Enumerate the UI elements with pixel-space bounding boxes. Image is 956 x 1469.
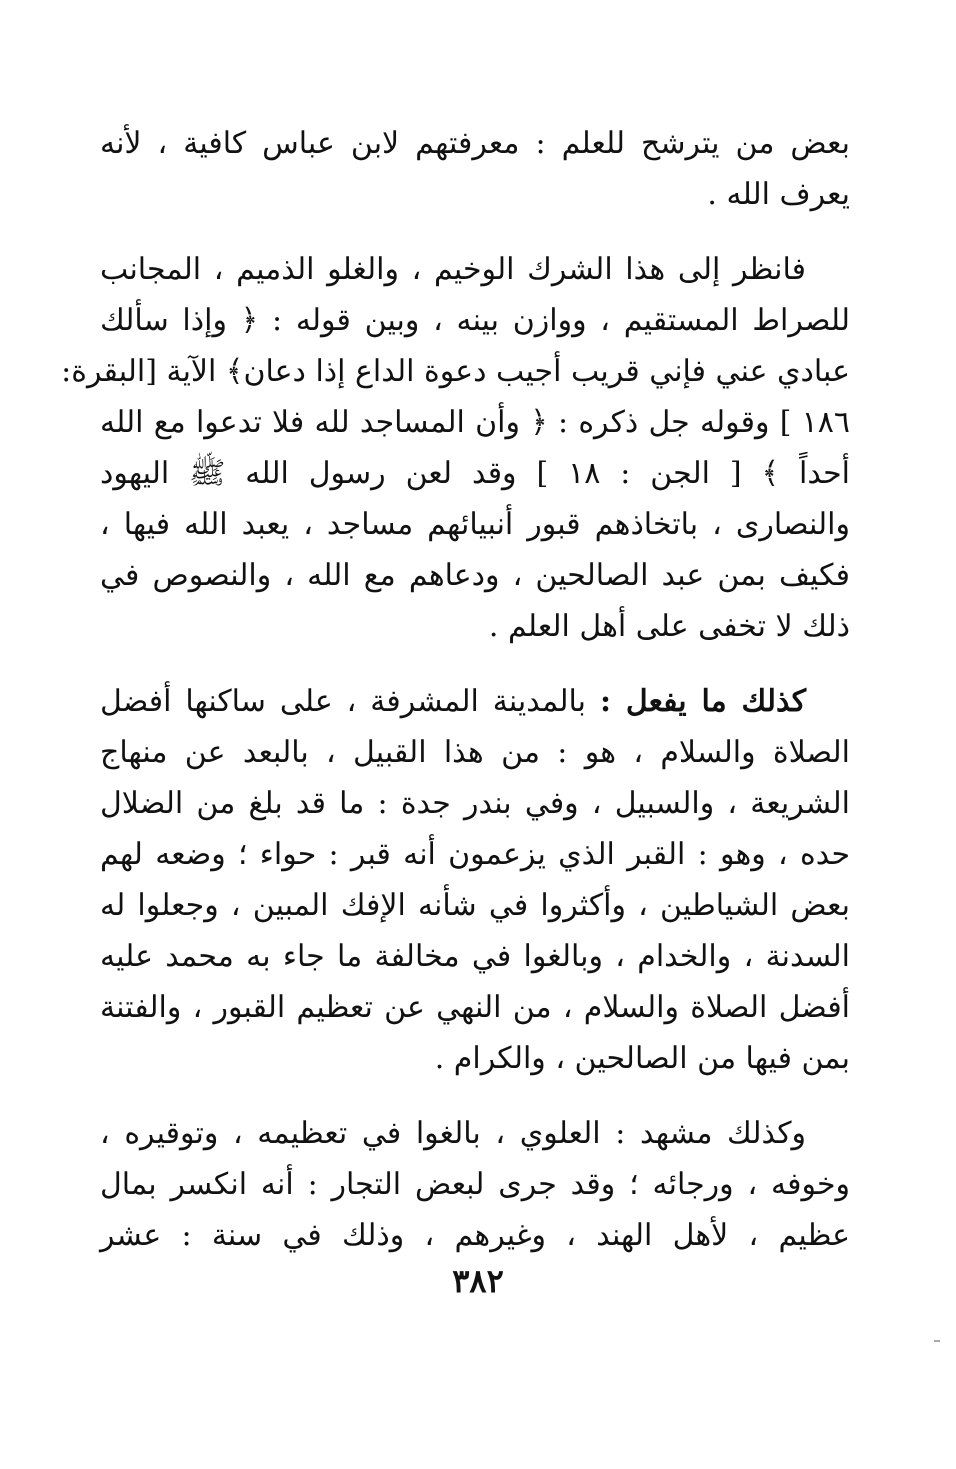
text-line: أحداً ﴾ [ الجن : ١٨ ] وقد لعن رسول الله ﷺ اليهود [100,456,850,491]
paragraph-3 [100,676,850,1084]
paragraph-1 [100,118,850,220]
text-line: يعرف الله . [707,177,850,212]
text-line: وكذلك مشهد : العلوي ، بالغوا في تعظيمه ، وتوقيره ، [100,1116,806,1151]
text-line: فانظر إلى هذا الشرك الوخيم ، والغلو الذميم ، المجانب [100,252,806,287]
text-line: الصلاة والسلام ، هو : من هذا القبيل ، بالبعد عن منهاج [100,735,850,770]
page-number: ٣٨٢ [452,1262,504,1300]
text-line: فكيف بمن عبد الصالحين ، ودعاهم مع الله ، والنصوص في [100,558,850,593]
text-line: السدنة ، والخدام ، وبالغوا في مخالفة ما جاء به محمد عليه [100,939,850,974]
text-line: بعض الشياطين ، وأكثروا في شأنه الإفك المبين ، وجعلوا له [100,888,850,923]
text-line [100,676,850,727]
text-line: حده ، وهو : القبر الذي يزعمون أنه قبر : حواء ؛ وضعه لهم [100,837,850,872]
paragraph-2 [61,244,850,652]
text-line: ١٨٦ ] وقوله جل ذكره : ﴿ وأن المساجد لله فلا تدعوا مع الله [100,405,850,440]
text-line: وخوفه ، ورجائه ؛ وقد جرى لبعض التجار : أنه انكسر بمال [100,1167,850,1202]
text-run: بالمدينة المشرفة ، على ساكنها أفضل [100,684,587,719]
text-line: أفضل الصلاة والسلام ، من النهي عن تعظيم القبور ، والفتنة [100,990,850,1025]
paragraph-lead: كذلك ما يفعل : [599,684,806,719]
text-line: ذلك لا تخفى على أهل العلم . [488,609,850,644]
text-line: عظيم ، لأهل الهند ، وغيرهم ، وذلك في سنة : عشر [100,1218,850,1253]
text-line: للصراط المستقيم ، ووازن بينه ، وبين قوله : ﴿ وإذا سألك [100,303,850,338]
page-body [61,118,850,1285]
text-line: عبادي عني فإني قريب أجيب دعوة الداع إذا دعان﴾ الآية [البقرة: [61,354,850,389]
text-line: الشريعة ، والسبيل ، وفي بندر جدة : ما قد بلغ من الضلال [100,786,850,821]
text-line: بمن فيها من الصالحين ، والكرام . [434,1041,850,1076]
text-line: والنصارى ، باتخاذهم قبور أنبيائهم مساجد ، يعبد الله فيها ، [100,507,850,542]
paragraph-4 [100,1108,850,1261]
scan-mark [934,1340,940,1342]
text-line: بعض من يترشح للعلم : معرفتهم لابن عباس كافية ، لأنه [100,126,850,161]
